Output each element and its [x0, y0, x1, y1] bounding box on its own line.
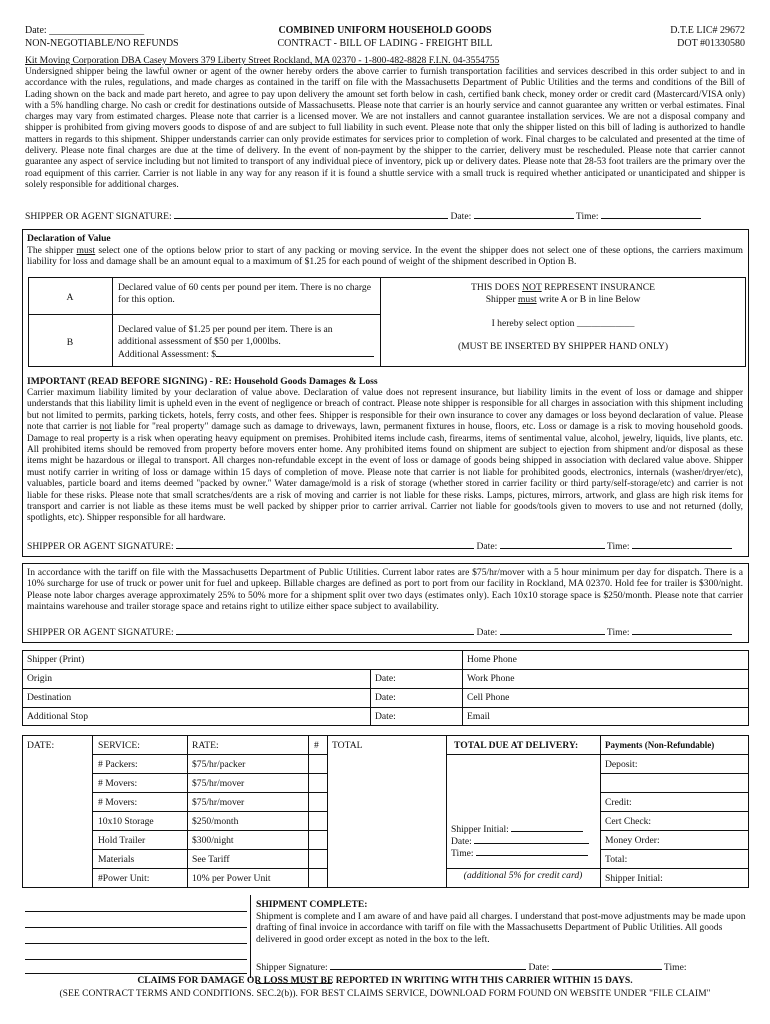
destination-date-field[interactable]: Date:	[375, 692, 396, 703]
email-field[interactable]: Email	[467, 711, 490, 722]
notes-line-2[interactable]	[25, 927, 247, 928]
notes-line-1[interactable]	[25, 911, 247, 912]
date-field[interactable]	[500, 625, 605, 635]
additional-stop-field[interactable]: Additional Stop	[27, 711, 89, 722]
rate-label: $300/night	[192, 835, 234, 846]
option-b-text: Declared value of $1.25 per pound per item. There is an additional assessment of $50 per 1,000lbs.	[118, 324, 333, 347]
shipper-initial: Shipper Initial:	[451, 822, 583, 836]
assessment-field[interactable]	[216, 347, 374, 357]
signature-field[interactable]	[174, 209, 448, 219]
charges-time-field[interactable]	[476, 846, 588, 856]
terms-notice: (SEE CONTRACT TERMS AND CONDITIONS. SEC.2(b)). FOR BEST CLAIMS SERVICE, DOWNLOAD FORM FOUND ON WEBSITE UNDER "FILE CLAIM"	[59, 988, 711, 999]
destination-field[interactable]: Destination	[27, 692, 72, 703]
additional-assessment: Additional Assessment: $	[118, 347, 374, 361]
charges-date-field[interactable]	[474, 834, 589, 844]
money-order-field[interactable]: Money Order:	[605, 835, 660, 846]
time-field[interactable]	[601, 209, 701, 219]
charges-time: Time:	[451, 846, 588, 860]
header-date[interactable]: Date: ___________________	[25, 25, 145, 36]
non-negotiable-label: NON-NEGOTIABLE/NO REFUNDS	[25, 38, 179, 49]
rate-label: $250/month	[192, 816, 239, 827]
service-label: Hold Trailer	[98, 835, 146, 846]
col-total: TOTAL	[332, 740, 363, 751]
declaration-heading: Declaration of Value	[27, 233, 111, 244]
date-label: Date:	[450, 211, 472, 222]
origin-field[interactable]: Origin	[27, 673, 53, 684]
complete-date-field[interactable]	[552, 960, 662, 970]
dot-number: DOT #01330580	[677, 38, 745, 49]
payments-label: Payments (Non-Refundable)	[605, 740, 715, 750]
cell-phone-field[interactable]: Cell Phone	[467, 692, 510, 703]
important-text: Carrier maximum liability limited by your declaration of value above. Declaration of value does not represent insurance, but liability limits in the event of loss or damage and shipper understands that this liability limit is upheld even in the event of negligence or breach of contract. Please note shipper is responsible for all charges in association with this shipment including but not limited to permits, parking tickets, hotels, ferry costs, and other fees. Shipper is responsible for their own insurance to cover any damages or loss beyond declaration of value. Please note that carrier is not liable for "real property" damage such as damage to driveways, lawn, permanent fixtures in house, floors, etc. Loss or damage is a risk to moving household goods. Damage to real property is a risk when operating heavy equipment on premises. Prohibited items include cash, firearms, items of sentimental value, alcohol, jewelry, liquids, live plants, etc. All prohibited items should be removed from property before movers enter home. Any prohibited items found on shipment are subject to ejection from shipment and/or disposal as these items might be hazardous or illegal to transport. All charges non-refundable except in the event of loss or damage of goods being shipped in association with declared value above. Shipper must notify carrier in writing of loss or damage within 15 days of completion of move. Please note that carrier is not liable for prohibited goods, electronics, internals (washer/dryer/etc), valuables, particle board and items deemed "packed by owner." Water damage/mold is a risk of storage (whether stored in carrier facility or third party/self-storage/etc) and carrier is not liable for these risks. Please note that small scratches/dents are a risk of moving and carrier is not liable for these risks. Lamps, pictures, mirrors, artwork, and glass are high risk items for transport and carrier is not liable as these items must be well packed by shipper prior to carrier arrival. Carrier not liable for goods/tools given to movers to use and not returned (dolly, spotlights, etc). Shipper responsible for all hardware.	[27, 388, 744, 524]
service-label: # Packers:	[98, 759, 138, 770]
payment-initial-field[interactable]: Shipper Initial:	[605, 873, 663, 884]
company-line: Kit Moving Corporation DBA Casey Movers 379 Liberty Street Rockland, MA 02370 - 1-800-482-8828 F.I.N. 04-3554755	[25, 55, 500, 66]
tariff-text: In accordance with the tariff on file with the Massachusetts Department of Public Utilities. Current labor rates are $75/hr/mover with a 5 hour minimum per day for dispatch. There is a 10% surcharge for use of truck or power unit for fuel and upkeep. Billable charges are defined as port to port from our facility in Rockland, MA 02370. Hold fee for trailer is $300/night. Please note labor charges average approximately 25% to 50% more for a shipment split over two days (estimates only). Each 10x10 storage space is $250/month. Please note that carrier maintains warehouse and trailer storage space and retains right to utilize either space subject to availability.	[27, 567, 743, 612]
home-phone-field[interactable]: Home Phone	[467, 654, 517, 665]
date-field[interactable]	[474, 209, 574, 219]
form-title: COMBINED UNIFORM HOUSEHOLD GOODS	[278, 25, 492, 36]
signature-row-2: SHIPPER OR AGENT SIGNATURE: Date: Time:	[27, 539, 747, 553]
rate-label: 10% per Power Unit	[192, 873, 271, 884]
rate-label: $75/hr/packer	[192, 759, 246, 770]
shipper-initial-field[interactable]	[511, 822, 583, 832]
hand-only-note: (MUST BE INSERTED BY SHIPPER HAND ONLY)	[457, 341, 669, 352]
time-label: Time:	[575, 211, 599, 222]
signature-row-3: SHIPPER OR AGENT SIGNATURE: Date: Time:	[27, 625, 747, 639]
shipper-signature-field[interactable]	[330, 960, 526, 970]
important-heading: IMPORTANT (READ BEFORE SIGNING) - RE: Household Goods Damages & Loss	[27, 376, 378, 387]
col-service: SERVICE:	[98, 740, 140, 751]
date-field[interactable]	[500, 539, 605, 549]
rate-label: $75/hr/mover	[192, 797, 245, 808]
form-subtitle: CONTRACT - BILL OF LADING - FREIGHT BILL	[277, 38, 493, 49]
signature-label: SHIPPER OR AGENT SIGNATURE:	[25, 211, 172, 222]
declaration-text: The shipper must select one of the options below prior to start of any packing or moving service. In the event the shipper does not select one of these options, the carriers maximum liability for loss and damage shall be an amount equal to a maximum of $1.25 for each pound of weight of the shipment described in Option B.	[27, 245, 743, 268]
additional-date-field[interactable]: Date:	[375, 711, 396, 722]
charges-date: Date:	[451, 834, 589, 848]
time-field[interactable]	[632, 625, 732, 635]
time-field[interactable]	[632, 539, 732, 549]
service-label: 10x10 Storage	[98, 816, 154, 827]
notes-line-5[interactable]	[25, 973, 247, 974]
notes-line-3[interactable]	[25, 943, 247, 944]
col-rate: RATE:	[192, 740, 219, 751]
payment-total-field[interactable]: Total:	[605, 854, 628, 865]
option-a-text: Declared value of 60 cents per pound per item. There is no charge for this option.	[118, 282, 371, 305]
insurance-instruction: Shipper must write A or B in line Below	[485, 294, 641, 305]
select-option-field[interactable]: I hereby select option ____________	[491, 318, 635, 329]
signature-row-1	[25, 209, 745, 223]
option-b-letter: B	[66, 337, 74, 348]
option-a-letter: A	[66, 292, 74, 303]
shipment-complete-text: Shipment is complete and I am aware of and have paid all charges. I understand that post-move adjustments may be made upon drafting of final invoice in accordance with tariff on file with the Massachusetts Department of Public Utilities. All goods delivered in good order except as noted in the box to the left.	[256, 911, 746, 945]
service-label: Materials	[98, 854, 135, 865]
work-phone-field[interactable]: Work Phone	[467, 673, 515, 684]
rate-label: See Tariff	[192, 854, 230, 865]
col-count: #	[314, 740, 319, 751]
insurance-note: THIS DOES NOT REPRESENT INSURANCE	[470, 282, 656, 293]
license-number: D.T.E LIC# 29672	[670, 25, 745, 36]
shipper-signature-row: Shipper Signature: Date: Time:	[256, 960, 748, 987]
signature-field[interactable]	[176, 625, 474, 635]
credit-card-note: (additional 5% for credit card)	[463, 870, 583, 881]
origin-date-field[interactable]: Date:	[375, 673, 396, 684]
col-date: DATE:	[27, 740, 55, 751]
notes-line-4[interactable]	[25, 959, 247, 960]
shipment-complete-heading: SHIPMENT COMPLETE:	[256, 899, 368, 910]
intro-text: Undersigned shipper being the lawful owner or agent of the owner hereby orders the above carrier to furnish transportation facilities and services described in this order subject to and in accordance with the rules, regulations, and made charges as contained in the tariff on file with the Massachusetts Department of Public Utilities and the terms and conditions of the Bill of Lading shown on the back and made part hereto, and agree to pay upon delivery the amount set forth below in cash, certified bank check, money order or credit card (Mastercard/VISA only) with a 5% handling charge. No cash or credit for destinations outside of Massachusetts. Please note that carrier is an hourly service and cannot guarantee any written or verbal estimates. Final charges may vary from estimated charges. Please note that carrier is a licensed mover. We are not installers and cannot guarantee installation services. We are not a disposal company and shipper is prohibited from giving movers goods to dispose of and are subject to full liability in such event. Please note that only the shipper listed on this bill of lading is authorized to handle matters in regards to this shipment. Shipper understands carrier can only provide estimates for services prior to completion of work. Final charges to be calculated and presented at the time of delivery. Please note final charges are due at the time of delivery. In the event of non-payment by the shipper to the carrier, delivery must be rescheduled. Please note that carrier cannot guarantee any aspect of service including but not limited to transport of any individual piece of inventory, pick up or delivery dates. Please note that 28-53 foot trailers are the primary over the road equipment of this carrier. Carrier is not liable in any way for any reason if it is found a shuttle service with a small truck is required whether anticipated or unanticipated and shipper is solely responsible for additional charges.	[25, 67, 745, 190]
service-label: # Movers:	[98, 797, 138, 808]
rate-label: $75/hr/mover	[192, 778, 245, 789]
service-label: # Movers:	[98, 778, 138, 789]
shipper-print-field[interactable]: Shipper (Print)	[27, 654, 85, 665]
service-label: #Power Unit:	[98, 873, 150, 884]
credit-field[interactable]: Credit:	[605, 797, 632, 808]
claims-notice: CLAIMS FOR DAMAGE OR LOSS MUST BE REPORTED IN WRITING WITH THIS CARRIER WITHIN 15 DAYS.	[137, 975, 633, 986]
total-due-label: TOTAL DUE AT DELIVERY:	[454, 740, 579, 751]
signature-field[interactable]	[176, 539, 474, 549]
deposit-field[interactable]: Deposit:	[605, 759, 638, 770]
cert-check-field[interactable]: Cert Check:	[605, 816, 652, 827]
